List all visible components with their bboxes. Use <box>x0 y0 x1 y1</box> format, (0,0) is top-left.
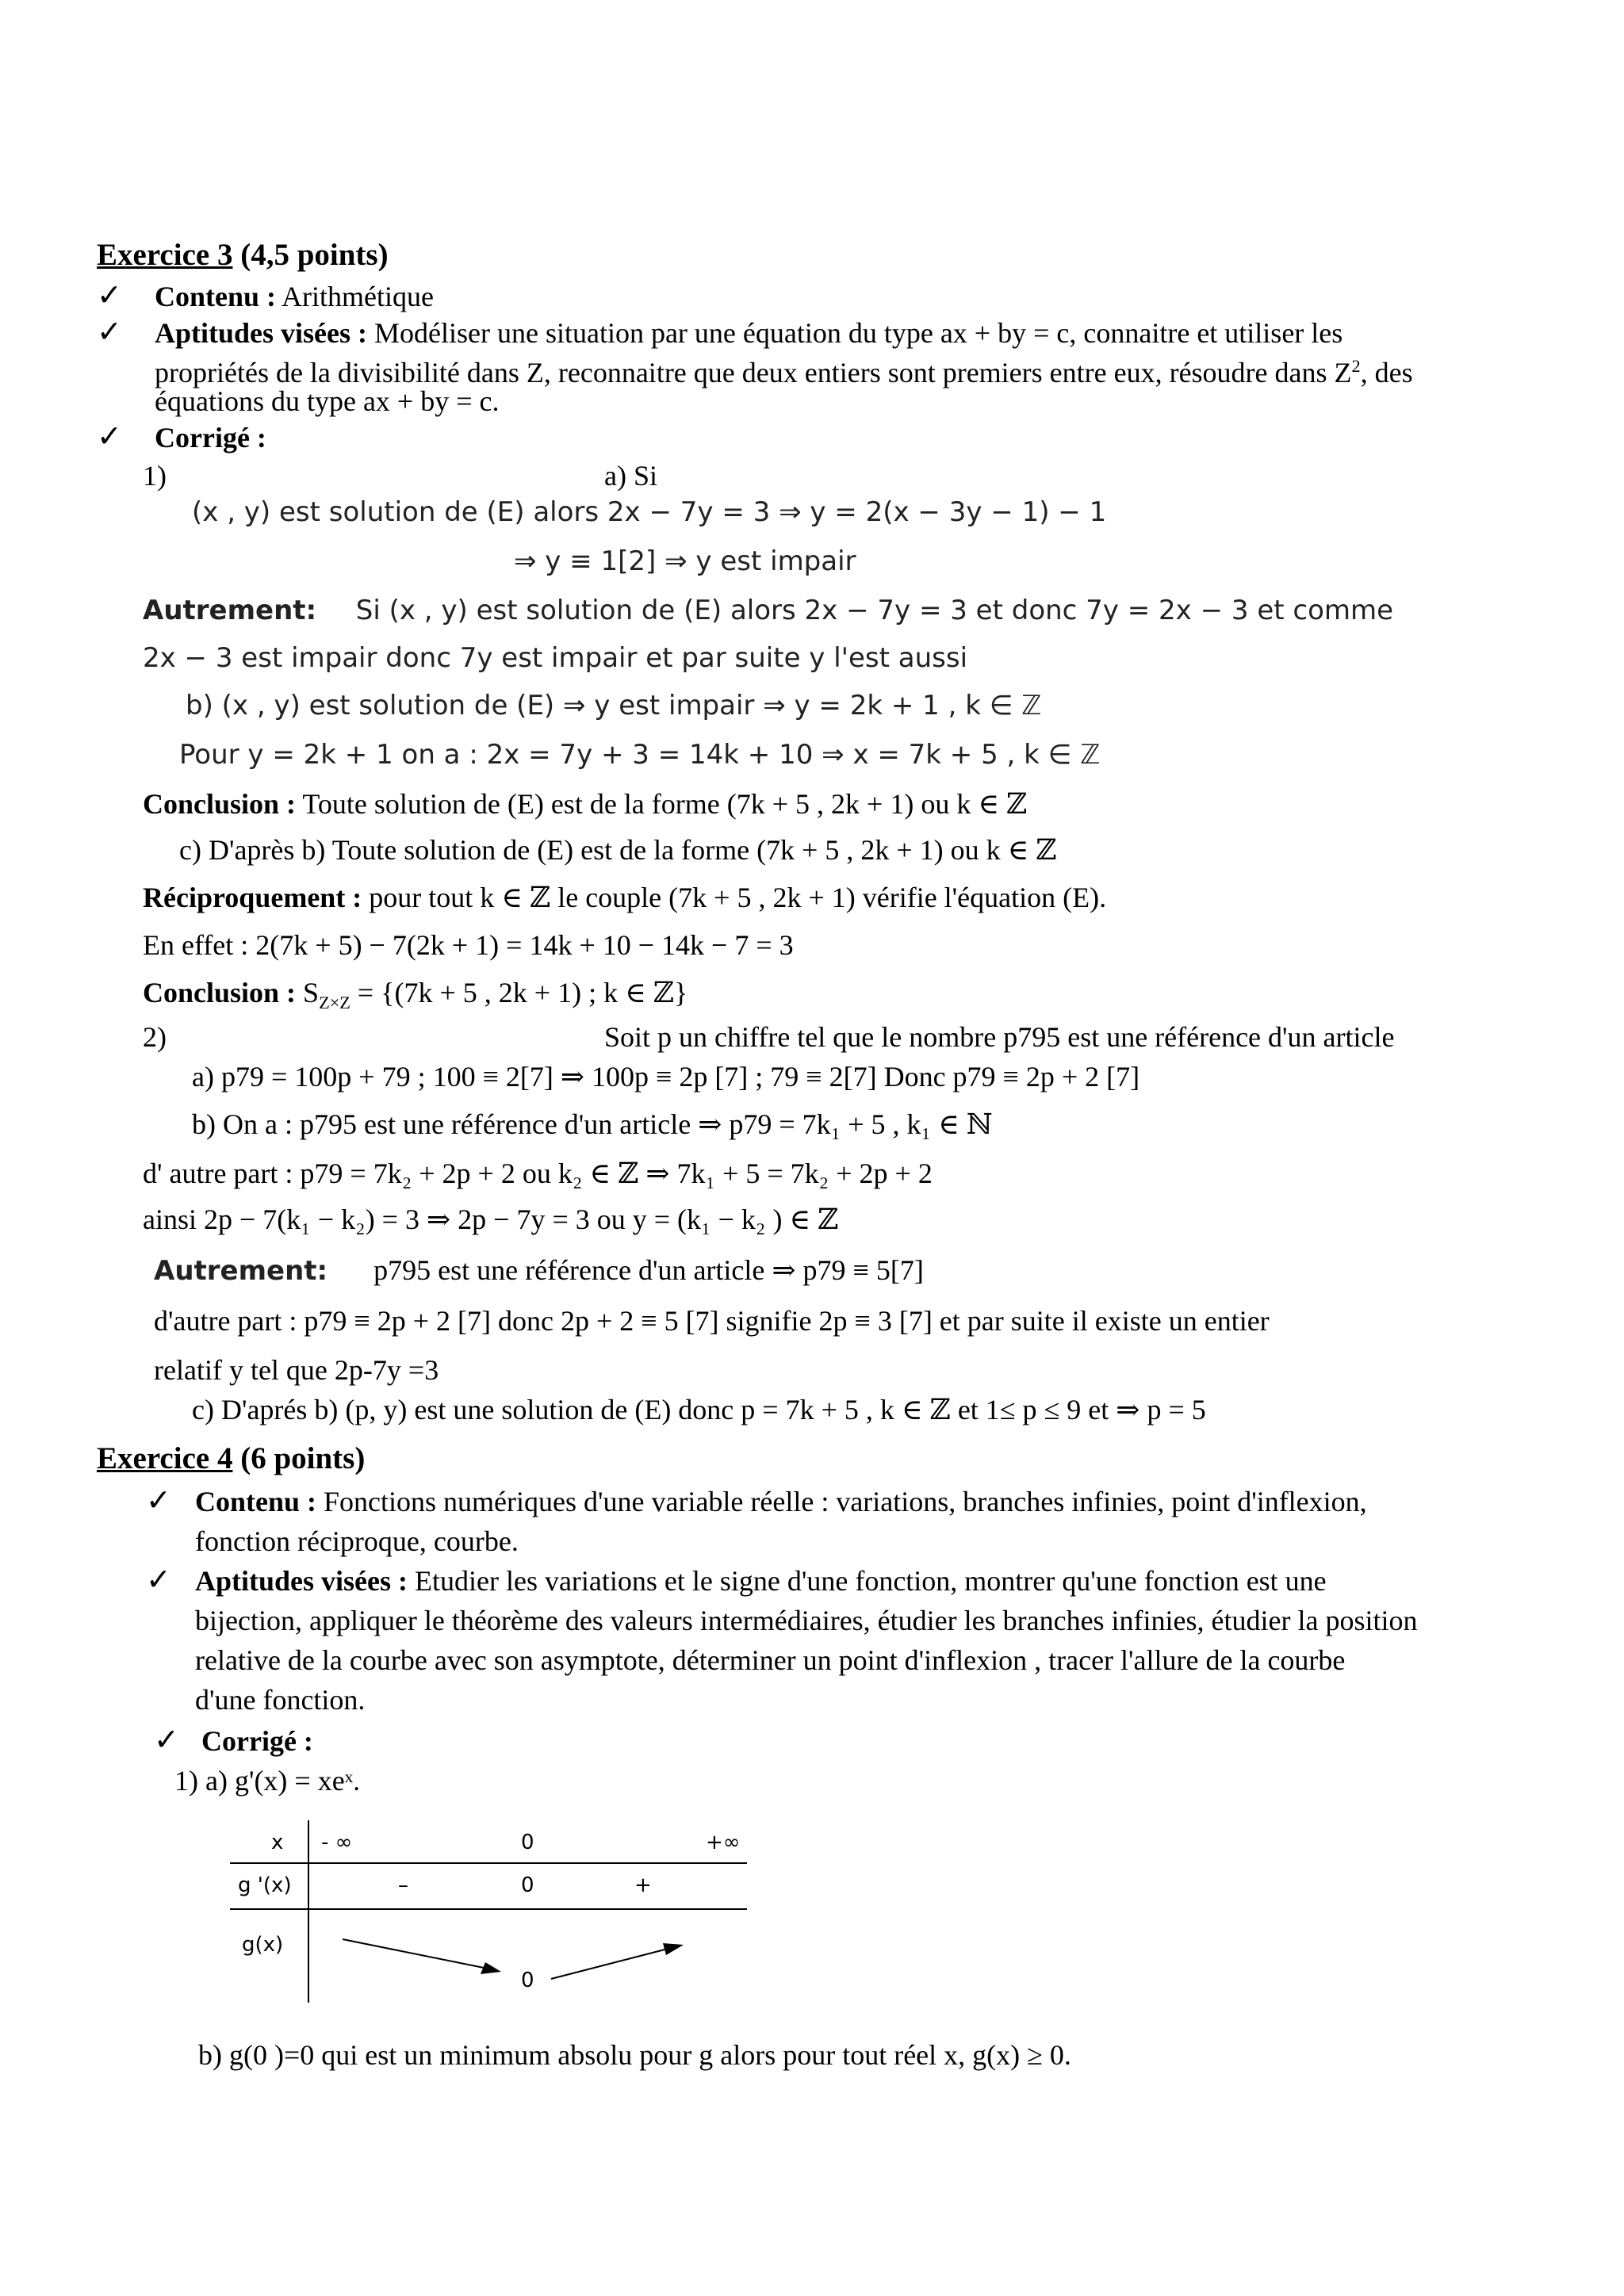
ex3-q2a: a) p79 = 100p + 79 ; 100 ≡ 2[7] ⇒ 100p ≡ 2p [7] ; 79 ≡ 2[7] Donc p79 ≡ 2p + 2 [7] <box>192 1061 1140 1093</box>
ex3-contenu <box>155 279 434 314</box>
ex3-autrement2 <box>154 1253 924 1288</box>
increasing-arrow-head <box>663 1943 684 1955</box>
exercise-4-points: (6 points) <box>240 1441 366 1475</box>
ex3-autrement1-text: Si (x , y) est solution de (E) alors 2x − 7y = 3 et donc 7y = 2x − 3 et comme <box>355 595 1394 626</box>
ex3-conclusion2-s: S <box>303 977 320 1008</box>
ex4-aptitudes-line4: d'une fonction. <box>195 1684 366 1716</box>
exercise-3-points: (4,5 points) <box>240 238 389 272</box>
ex3-aptitudes-sup: 2 <box>1351 356 1361 376</box>
ex4-q1b: b) g(0 )=0 qui est un minimum absolu pour g alors pour tout réel x, g(x) ≥ 0. <box>198 2039 1071 2071</box>
ex3-reciproquement <box>143 880 1106 915</box>
check-mark-icon: ✓ <box>97 314 122 349</box>
ex3-conclusion1 <box>143 786 1027 821</box>
ex3-conclusion1-text: Toute solution de (E) est de la forme (7k + 5 , 2k + 1) ou k ∈ ℤ <box>302 788 1028 820</box>
ex3-aptitudes-line2b: , des <box>1360 357 1413 388</box>
ex3-conclusion1-label: Conclusion : <box>143 788 297 820</box>
table-gprime-zero: 0 <box>521 1873 534 1897</box>
ex3-conclusion2 <box>143 975 688 1020</box>
check-mark-icon: ✓ <box>154 1722 179 1757</box>
increasing-arrow <box>551 1947 674 1979</box>
ex4-contenu-line2: fonction réciproque, courbe. <box>195 1525 519 1557</box>
ex4-corrige-label: Corrigé : <box>201 1725 313 1757</box>
ex3-autrement2-label: Autrement: <box>154 1255 328 1287</box>
table-g-label: g(x) <box>242 1933 284 1957</box>
ex3-autrement2-text: p795 est une référence d'un article ⇒ p79 ≡ 5[7] <box>373 1254 924 1286</box>
table-gprime-minus: – <box>398 1873 408 1897</box>
ex3-en-effet: En effet : 2(7k + 5) − 7(2k + 1) = 14k + 10 − 14k − 7 = 3 <box>143 929 794 961</box>
table-gprime-plus: + <box>634 1873 652 1897</box>
ex3-aptitudes-line2a: propriétés de la divisibilité dans Z, reconnaitre que deux entiers sont premiers entre eux, résoudre dans Z <box>155 357 1352 388</box>
table-g-min: 0 <box>521 1969 534 1992</box>
ex4-contenu-line1: Fonctions numériques d'une variable réelle : variations, branches infinies, point d'inflexion, <box>324 1486 1367 1517</box>
ex3-q1c: c) D'après b) Toute solution de (E) est de la forme (7k + 5 , 2k + 1) ou k ∈ ℤ <box>179 834 1057 866</box>
check-mark-icon: ✓ <box>146 1562 171 1597</box>
table-gprime-label: g '(x) <box>238 1873 292 1897</box>
ex3-q1a-label: a) Si <box>604 460 657 492</box>
ex3-reciproquement-label: Réciproquement : <box>143 882 362 913</box>
ex3-q2-text: Soit p un chiffre tel que le nombre p795 est une référence d'un article <box>604 1021 1395 1053</box>
ex4-q1a: 1) a) g'(x) = xeˣ. <box>174 1765 361 1797</box>
ex3-dautre-part-2: d'autre part : p79 ≡ 2p + 2 [7] donc 2p + 2 ≡ 5 [7] signifie 2p ≡ 3 [7] et par suite il existe un entier <box>154 1305 1270 1337</box>
ex3-solution-line2: ⇒ y ≡ 1[2] ⇒ y est impair <box>514 545 856 577</box>
ex3-q1-number: 1) <box>143 460 167 492</box>
exercise-3-heading <box>97 238 389 273</box>
ex3-q2-number: 2) <box>143 1021 167 1053</box>
check-mark-icon: ✓ <box>146 1483 171 1517</box>
ex3-autrement1-label: Autrement: <box>143 595 317 626</box>
ex3-q1b: b) (x , y) est solution de (E) ⇒ y est impair ⇒ y = 2k + 1 , k ∈ ℤ <box>186 690 1042 721</box>
ex4-contenu-label: Contenu : <box>195 1486 317 1517</box>
ex4-aptitudes-label: Aptitudes visées : <box>195 1565 408 1597</box>
check-mark-icon: ✓ <box>97 419 122 453</box>
ex3-conclusion2-rest: = {(7k + 5 , 2k + 1) ; k ∈ ℤ} <box>350 977 688 1008</box>
ex3-autrement1 <box>143 593 1393 628</box>
variation-table <box>222 1812 761 2011</box>
ex4-aptitudes-line1: Etudier les variations et le signe d'une fonction, montrer qu'une fonction est une <box>415 1565 1327 1597</box>
ex3-solution-line1: (x , y) est solution de (E) alors 2x − 7y = 3 ⇒ y = 2(x − 3y − 1) − 1 <box>192 496 1107 528</box>
table-x-plus-inf: +∞ <box>706 1831 741 1854</box>
ex3-q2b: b) On a : p795 est une référence d'un article ⇒ p79 = 7k₁ + 5 , k₁ ∈ ℕ <box>192 1108 993 1140</box>
decreasing-arrow-head <box>481 1962 501 1974</box>
decreasing-arrow <box>343 1939 492 1969</box>
ex3-corrige-label: Corrigé : <box>155 422 266 453</box>
ex3-ainsi: ainsi 2p − 7(k₁ − k₂) = 3 ⇒ 2p − 7y = 3 ou y = (k₁ − k₂ ) ∈ ℤ <box>143 1203 839 1235</box>
table-x-minus-inf: - ∞ <box>321 1831 353 1854</box>
ex3-contenu-text: Arithmétique <box>282 281 434 312</box>
ex3-pour-line: Pour y = 2k + 1 on a : 2x = 7y + 3 = 14k + 10 ⇒ x = 7k + 5 , k ∈ ℤ <box>179 739 1101 771</box>
ex4-contenu <box>195 1484 1367 1519</box>
exercise-4-title: Exercice 4 <box>97 1441 233 1475</box>
ex4-aptitudes-line3: relative de la courbe avec son asymptote, déterminer un point d'inflexion , tracer l'allure de la courbe <box>195 1644 1346 1676</box>
ex3-aptitudes-label: Aptitudes visées : <box>155 317 367 349</box>
ex4-aptitudes <box>195 1563 1327 1598</box>
ex3-dautre-part: d' autre part : p79 = 7k₂ + 2p + 2 ou k₂ ∈ ℤ ⇒ 7k₁ + 5 = 7k₂ + 2p + 2 <box>143 1158 933 1189</box>
ex4-aptitudes-line2: bijection, appliquer le théorème des valeurs intermédiaires, étudier les branches infinies, étudier la position <box>195 1605 1418 1636</box>
ex3-q2c: c) D'aprés b) (p, y) est une solution de (E) donc p = 7k + 5 , k ∈ ℤ et 1≤ p ≤ 9 et ⇒ p = 5 <box>192 1394 1206 1425</box>
ex3-contenu-label: Contenu : <box>155 281 277 312</box>
ex3-conclusion2-sub: Z×Z <box>319 993 350 1013</box>
check-mark-icon: ✓ <box>97 277 122 312</box>
ex3-autrement1-line2: 2x − 3 est impair donc 7y est impair et par suite y l'est aussi <box>143 642 968 674</box>
ex3-aptitudes-line3: équations du type ax + by = c. <box>155 385 500 417</box>
ex3-relatif: relatif y tel que 2p-7y =3 <box>154 1354 439 1386</box>
exercise-4-heading <box>97 1441 365 1476</box>
table-x-zero: 0 <box>521 1831 534 1854</box>
ex3-conclusion2-label: Conclusion : <box>143 977 297 1008</box>
ex3-reciproquement-text: pour tout k ∈ ℤ le couple (7k + 5 , 2k + 1) vérifie l'équation (E). <box>369 882 1107 913</box>
exercise-3-title: Exercice 3 <box>97 238 233 272</box>
ex3-aptitudes <box>155 316 1342 350</box>
ex3-aptitudes-line1: Modéliser une situation par une équation du type ax + by = c, connaitre et utiliser les <box>374 317 1343 349</box>
table-x-label: x <box>271 1831 284 1854</box>
